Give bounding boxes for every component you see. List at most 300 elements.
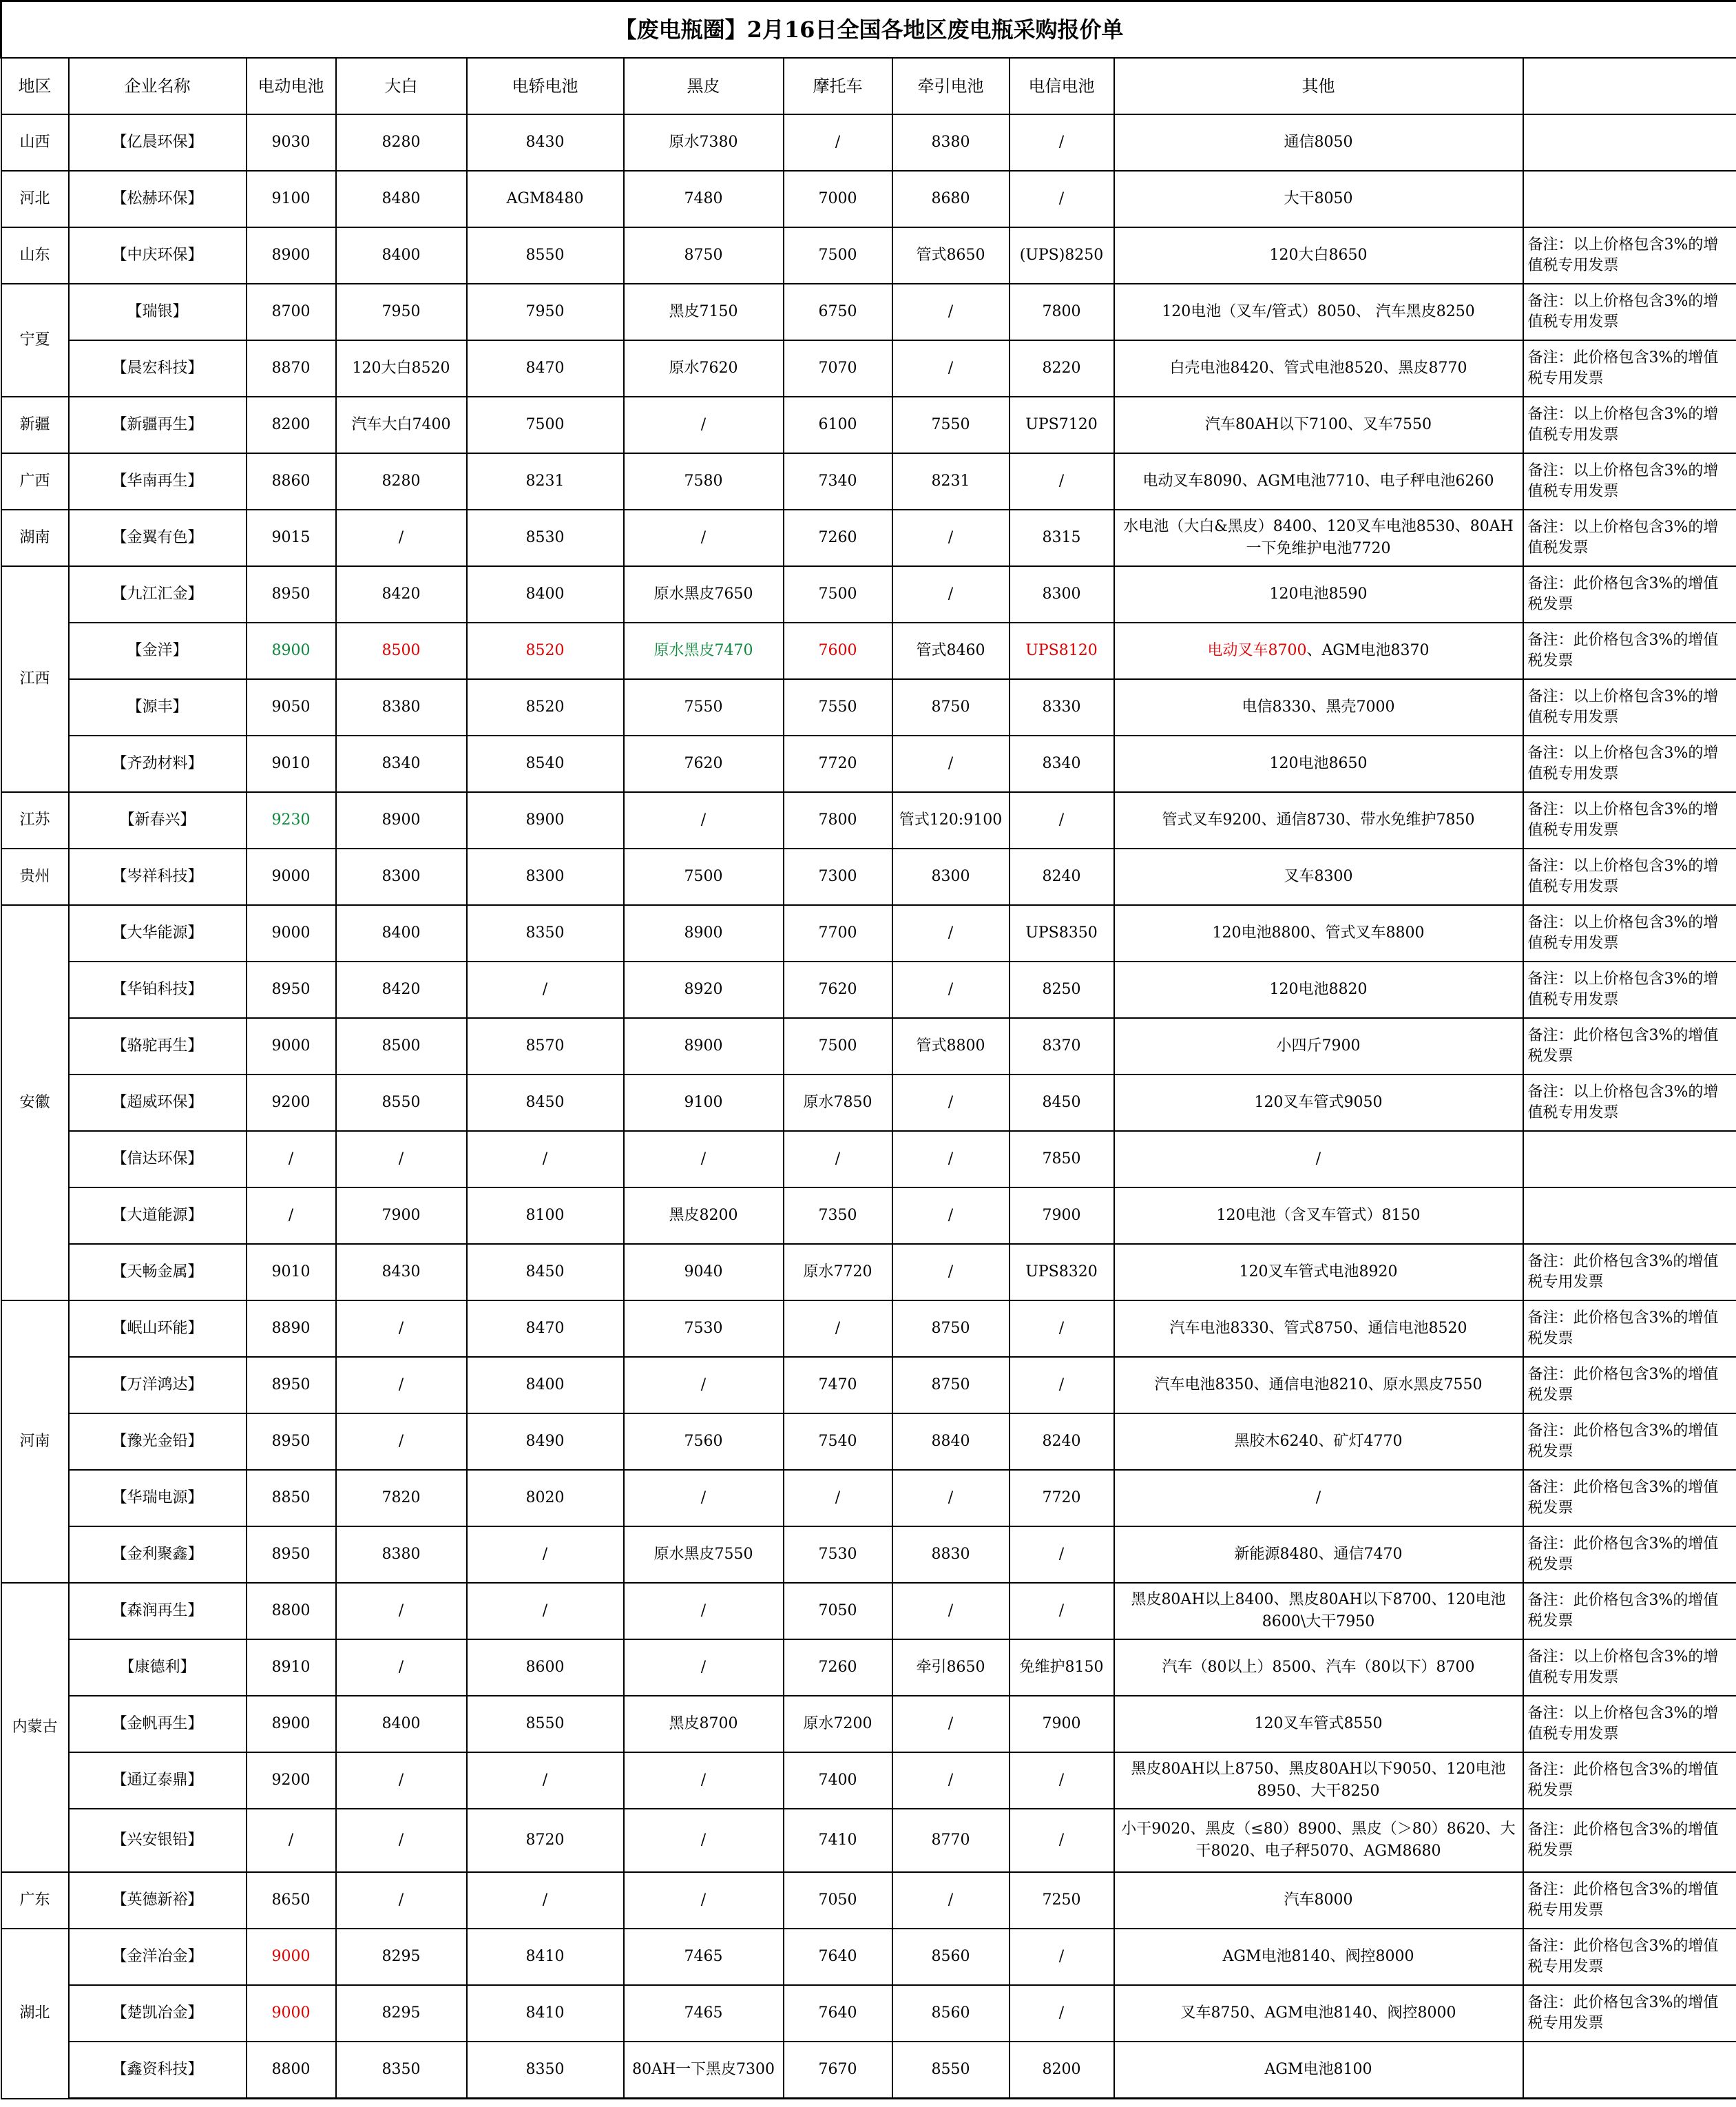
cell-telecom: (UPS)8250 xyxy=(1010,227,1114,284)
cell-motorcycle: 7470 xyxy=(784,1357,892,1413)
cell-dabai: / xyxy=(336,1809,467,1872)
cell-company: 【康德利】 xyxy=(69,1639,247,1696)
cell-company: 【源丰】 xyxy=(69,679,247,736)
cell-telecom: / xyxy=(1010,171,1114,227)
cell-region: 新疆 xyxy=(1,397,69,453)
cell-region: 广东 xyxy=(1,1872,69,1929)
cell-traction: 牵引8650 xyxy=(892,1639,1010,1696)
cell-telecom: UPS8350 xyxy=(1010,905,1114,962)
table-row xyxy=(1,1752,1736,1809)
cell-company: 【大道能源】 xyxy=(69,1187,247,1244)
cell-traction: / xyxy=(892,1696,1010,1752)
cell-ev-battery: 8950 xyxy=(247,962,336,1018)
cell-traction: / xyxy=(892,566,1010,623)
cell-telecom: 7900 xyxy=(1010,1187,1114,1244)
cell-traction: 管式8650 xyxy=(892,227,1010,284)
cell-car-battery: 8430 xyxy=(467,114,624,171)
cell-heipi: / xyxy=(624,510,784,566)
cell-dabai: 8400 xyxy=(336,905,467,962)
cell-company: 【超威环保】 xyxy=(69,1075,247,1131)
cell-note xyxy=(1523,1131,1736,1187)
cell-ev-battery: 8910 xyxy=(247,1639,336,1696)
cell-other: 大干8050 xyxy=(1114,171,1523,227)
cell-motorcycle: 7620 xyxy=(784,962,892,1018)
cell-traction: / xyxy=(892,284,1010,340)
cell-note: 备注：此价格包含3%的增值税发票 xyxy=(1523,1413,1736,1470)
cell-company: 【九江汇金】 xyxy=(69,566,247,623)
cell-car-battery: 7500 xyxy=(467,397,624,453)
cell-telecom: / xyxy=(1010,1583,1114,1639)
cell-ev-battery: 9010 xyxy=(247,736,336,792)
cell-ev-battery: 9200 xyxy=(247,1075,336,1131)
table-row xyxy=(1,2042,1736,2099)
cell-other: 小干9020、黑皮（≤80）8900、黑皮（＞80）8620、大干8020、电子秤5070、AGM8680 xyxy=(1114,1809,1523,1872)
cell-other: 120叉车管式9050 xyxy=(1114,1075,1523,1131)
cell-note: 备注：此价格包含3%的增值税专用发票 xyxy=(1523,1929,1736,1985)
cell-other: 120大白8650 xyxy=(1114,227,1523,284)
cell-company: 【大华能源】 xyxy=(69,905,247,962)
cell-car-battery: 7950 xyxy=(467,284,624,340)
table-row xyxy=(1,1985,1736,2042)
header-note xyxy=(1523,58,1736,114)
cell-heipi: / xyxy=(624,1639,784,1696)
cell-heipi: 黑皮7150 xyxy=(624,284,784,340)
cell-dabai: / xyxy=(336,1639,467,1696)
cell-company: 【金利聚鑫】 xyxy=(69,1526,247,1583)
sheet-title: 【废电瓶圈】2月16日全国各地区废电瓶采购报价单 xyxy=(1,1,1736,59)
cell-ev-battery: 8860 xyxy=(247,453,336,510)
cell-car-battery: 8600 xyxy=(467,1639,624,1696)
cell-ev-battery: 8800 xyxy=(247,2042,336,2099)
cell-heipi: 8900 xyxy=(624,1018,784,1075)
cell-motorcycle: 7350 xyxy=(784,1187,892,1244)
cell-telecom: 8250 xyxy=(1010,962,1114,1018)
cell-traction: / xyxy=(892,1075,1010,1131)
cell-traction: 8560 xyxy=(892,1985,1010,2042)
cell-dabai: 8295 xyxy=(336,1985,467,2042)
other-highlight: 电动叉车8700 xyxy=(1207,642,1307,659)
table-row xyxy=(1,1187,1736,1244)
cell-company: 【华瑞电源】 xyxy=(69,1470,247,1526)
cell-dabai: 8430 xyxy=(336,1244,467,1300)
cell-region: 湖北 xyxy=(1,1929,69,2099)
cell-other: 水电池（大白&黑皮）8400、120叉车电池8530、80AH一下免维护电池7720 xyxy=(1114,510,1523,566)
cell-telecom: 7250 xyxy=(1010,1872,1114,1929)
cell-dabai: 8295 xyxy=(336,1929,467,1985)
cell-company: 【英德新裕】 xyxy=(69,1872,247,1929)
cell-heipi: 7580 xyxy=(624,453,784,510)
cell-ev-battery: 8200 xyxy=(247,397,336,453)
cell-telecom: / xyxy=(1010,453,1114,510)
table-row xyxy=(1,566,1736,623)
cell-heipi: 原水7380 xyxy=(624,114,784,171)
cell-ev-battery: 8850 xyxy=(247,1470,336,1526)
cell-region: 江苏 xyxy=(1,792,69,849)
cell-telecom: / xyxy=(1010,1752,1114,1809)
cell-dabai: / xyxy=(336,1357,467,1413)
cell-car-battery: 8410 xyxy=(467,1985,624,2042)
cell-note: 备注：以上价格包含3%的增值税专用发票 xyxy=(1523,1075,1736,1131)
cell-ev-battery: 9030 xyxy=(247,114,336,171)
cell-dabai: 8500 xyxy=(336,1018,467,1075)
table-row xyxy=(1,1357,1736,1413)
table-row xyxy=(1,1244,1736,1300)
cell-telecom: / xyxy=(1010,1526,1114,1583)
cell-traction: / xyxy=(892,1244,1010,1300)
cell-note: 备注：此价格包含3%的增值税发票 xyxy=(1523,566,1736,623)
cell-note: 备注：此价格包含3%的增值税专用发票 xyxy=(1523,1872,1736,1929)
cell-telecom: 8240 xyxy=(1010,1413,1114,1470)
cell-motorcycle: 7300 xyxy=(784,849,892,905)
cell-region: 河北 xyxy=(1,171,69,227)
cell-telecom: / xyxy=(1010,1985,1114,2042)
header-car-battery: 电轿电池 xyxy=(467,58,624,114)
cell-note: 备注：此价格包含3%的增值税发票 xyxy=(1523,1300,1736,1357)
cell-note: 备注：以上价格包含3%的增值税专用发票 xyxy=(1523,905,1736,962)
cell-ev-battery: 8950 xyxy=(247,1357,336,1413)
cell-company: 【金洋】 xyxy=(69,623,247,679)
table-row xyxy=(1,1075,1736,1131)
cell-ev-battery: 9015 xyxy=(247,510,336,566)
cell-dabai: 8300 xyxy=(336,849,467,905)
table-row xyxy=(1,1639,1736,1696)
table-row xyxy=(1,1809,1736,1872)
cell-traction: 8300 xyxy=(892,849,1010,905)
cell-dabai: 8380 xyxy=(336,679,467,736)
cell-heipi: / xyxy=(624,1752,784,1809)
cell-dabai: 8400 xyxy=(336,227,467,284)
cell-traction: 8750 xyxy=(892,1300,1010,1357)
cell-traction: / xyxy=(892,510,1010,566)
header-company: 企业名称 xyxy=(69,58,247,114)
header-dabai: 大白 xyxy=(336,58,467,114)
cell-car-battery: AGM8480 xyxy=(467,171,624,227)
cell-car-battery: / xyxy=(467,1526,624,1583)
cell-region: 山西 xyxy=(1,114,69,171)
cell-telecom: / xyxy=(1010,114,1114,171)
cell-ev-battery: 9000 xyxy=(247,1018,336,1075)
cell-traction: / xyxy=(892,905,1010,962)
cell-ev-battery: 9200 xyxy=(247,1752,336,1809)
cell-car-battery: 8530 xyxy=(467,510,624,566)
cell-dabai: 8340 xyxy=(336,736,467,792)
cell-heipi: 原水黑皮7650 xyxy=(624,566,784,623)
cell-note: 备注：以上价格包含3%的增值税专用发票 xyxy=(1523,792,1736,849)
cell-dabai: 7820 xyxy=(336,1470,467,1526)
cell-traction: 8550 xyxy=(892,2042,1010,2099)
table-row xyxy=(1,1300,1736,1357)
cell-car-battery: 8520 xyxy=(467,623,624,679)
cell-telecom: / xyxy=(1010,1809,1114,1872)
cell-traction: 7550 xyxy=(892,397,1010,453)
cell-heipi: 黑皮8200 xyxy=(624,1187,784,1244)
cell-ev-battery: / xyxy=(247,1187,336,1244)
cell-company: 【亿晨环保】 xyxy=(69,114,247,171)
cell-company: 【松赫环保】 xyxy=(69,171,247,227)
cell-other: 120电池（含叉车管式）8150 xyxy=(1114,1187,1523,1244)
cell-dabai: 8480 xyxy=(336,171,467,227)
cell-telecom: 8200 xyxy=(1010,2042,1114,2099)
cell-car-battery: 8450 xyxy=(467,1075,624,1131)
cell-motorcycle: 7700 xyxy=(784,905,892,962)
cell-dabai: 8550 xyxy=(336,1075,467,1131)
cell-ev-battery: 8890 xyxy=(247,1300,336,1357)
cell-motorcycle: / xyxy=(784,1131,892,1187)
cell-car-battery: / xyxy=(467,1752,624,1809)
cell-note: 备注：以上价格包含3%的增值税专用发票 xyxy=(1523,1639,1736,1696)
cell-dabai: / xyxy=(336,1300,467,1357)
table-row xyxy=(1,114,1736,171)
cell-note xyxy=(1523,1187,1736,1244)
header-traction: 牵引电池 xyxy=(892,58,1010,114)
cell-ev-battery: 9000 xyxy=(247,905,336,962)
cell-dabai: 8900 xyxy=(336,792,467,849)
cell-traction: 8680 xyxy=(892,171,1010,227)
cell-car-battery: 8100 xyxy=(467,1187,624,1244)
cell-telecom: 8450 xyxy=(1010,1075,1114,1131)
cell-ev-battery: 9000 xyxy=(247,1929,336,1985)
cell-motorcycle: 7640 xyxy=(784,1985,892,2042)
cell-dabai: 8280 xyxy=(336,114,467,171)
cell-note xyxy=(1523,2042,1736,2099)
cell-motorcycle: 7530 xyxy=(784,1526,892,1583)
cell-ev-battery: 9100 xyxy=(247,171,336,227)
cell-company: 【岷山环能】 xyxy=(69,1300,247,1357)
cell-motorcycle: 7260 xyxy=(784,1639,892,1696)
cell-ev-battery: 8950 xyxy=(247,1413,336,1470)
table-row xyxy=(1,849,1736,905)
cell-company: 【金洋冶金】 xyxy=(69,1929,247,1985)
cell-note: 备注：此价格包含3%的增值税发票 xyxy=(1523,1357,1736,1413)
table-row xyxy=(1,397,1736,453)
cell-car-battery: 8490 xyxy=(467,1413,624,1470)
cell-traction: 8750 xyxy=(892,1357,1010,1413)
cell-heipi: / xyxy=(624,1872,784,1929)
cell-region: 江西 xyxy=(1,566,69,792)
cell-company: 【新春兴】 xyxy=(69,792,247,849)
cell-car-battery: 8720 xyxy=(467,1809,624,1872)
cell-other: 管式叉车9200、通信8730、带水免维护7850 xyxy=(1114,792,1523,849)
cell-other: 120电池8590 xyxy=(1114,566,1523,623)
cell-dabai: 8380 xyxy=(336,1526,467,1583)
cell-ev-battery: / xyxy=(247,1131,336,1187)
cell-other: 120电池（叉车/管式）8050、 汽车黑皮8250 xyxy=(1114,284,1523,340)
cell-company: 【鑫资科技】 xyxy=(69,2042,247,2099)
cell-motorcycle: 7500 xyxy=(784,1018,892,1075)
cell-note: 备注：以上价格包含3%的增值税专用发票 xyxy=(1523,962,1736,1018)
cell-other: 黑胶木6240、矿灯4770 xyxy=(1114,1413,1523,1470)
cell-ev-battery: 8950 xyxy=(247,566,336,623)
cell-motorcycle: 7050 xyxy=(784,1583,892,1639)
header-motorcycle: 摩托车 xyxy=(784,58,892,114)
header-ev-battery: 电动电池 xyxy=(247,58,336,114)
cell-region: 河南 xyxy=(1,1300,69,1583)
cell-other: 叉车8750、AGM电池8140、阀控8000 xyxy=(1114,1985,1523,2042)
cell-company: 【金帆再生】 xyxy=(69,1696,247,1752)
table-row xyxy=(1,1018,1736,1075)
table-row xyxy=(1,1929,1736,1985)
cell-motorcycle: / xyxy=(784,1300,892,1357)
cell-ev-battery: 9230 xyxy=(247,792,336,849)
cell-motorcycle: 7640 xyxy=(784,1929,892,1985)
cell-company: 【新疆再生】 xyxy=(69,397,247,453)
cell-traction: / xyxy=(892,1752,1010,1809)
cell-other: 小四斤7900 xyxy=(1114,1018,1523,1075)
cell-dabai: 8500 xyxy=(336,623,467,679)
cell-other: 120叉车管式8550 xyxy=(1114,1696,1523,1752)
table-row xyxy=(1,623,1736,679)
cell-other: 汽车电池8350、通信电池8210、原水黑皮7550 xyxy=(1114,1357,1523,1413)
cell-dabai: 汽车大白7400 xyxy=(336,397,467,453)
cell-company: 【天畅金属】 xyxy=(69,1244,247,1300)
table-row xyxy=(1,1526,1736,1583)
cell-traction: 8380 xyxy=(892,114,1010,171)
cell-telecom: 8315 xyxy=(1010,510,1114,566)
cell-other: 叉车8300 xyxy=(1114,849,1523,905)
cell-heipi: 8900 xyxy=(624,905,784,962)
cell-company: 【豫光金铅】 xyxy=(69,1413,247,1470)
cell-heipi: / xyxy=(624,1131,784,1187)
cell-company: 【通辽泰鼎】 xyxy=(69,1752,247,1809)
cell-traction: / xyxy=(892,1131,1010,1187)
cell-other: 白壳电池8420、管式电池8520、黑皮8770 xyxy=(1114,340,1523,397)
cell-company: 【中庆环保】 xyxy=(69,227,247,284)
cell-traction: / xyxy=(892,340,1010,397)
table-row xyxy=(1,284,1736,340)
cell-company: 【信达环保】 xyxy=(69,1131,247,1187)
cell-telecom: 8340 xyxy=(1010,736,1114,792)
cell-telecom: / xyxy=(1010,792,1114,849)
cell-car-battery: 8410 xyxy=(467,1929,624,1985)
cell-heipi: 7620 xyxy=(624,736,784,792)
table-row xyxy=(1,171,1736,227)
cell-motorcycle: 7550 xyxy=(784,679,892,736)
cell-motorcycle: 7800 xyxy=(784,792,892,849)
cell-motorcycle: 7000 xyxy=(784,171,892,227)
cell-car-battery: / xyxy=(467,1583,624,1639)
cell-company: 【森润再生】 xyxy=(69,1583,247,1639)
cell-ev-battery: 8900 xyxy=(247,1696,336,1752)
cell-traction: 8560 xyxy=(892,1929,1010,1985)
cell-traction: / xyxy=(892,962,1010,1018)
cell-heipi: 7550 xyxy=(624,679,784,736)
cell-motorcycle: 7720 xyxy=(784,736,892,792)
cell-dabai: / xyxy=(336,1752,467,1809)
cell-motorcycle: 7500 xyxy=(784,566,892,623)
cell-other xyxy=(1114,623,1523,679)
cell-dabai: / xyxy=(336,1872,467,1929)
cell-ev-battery: 9000 xyxy=(247,849,336,905)
cell-heipi: 8920 xyxy=(624,962,784,1018)
cell-telecom: 8330 xyxy=(1010,679,1114,736)
cell-car-battery: 8350 xyxy=(467,2042,624,2099)
cell-note xyxy=(1523,114,1736,171)
cell-traction: 8770 xyxy=(892,1809,1010,1872)
cell-ev-battery: 9010 xyxy=(247,1244,336,1300)
cell-telecom: UPS7120 xyxy=(1010,397,1114,453)
cell-telecom: / xyxy=(1010,1357,1114,1413)
cell-motorcycle: 7410 xyxy=(784,1809,892,1872)
cell-ev-battery: 8870 xyxy=(247,340,336,397)
cell-other: / xyxy=(1114,1470,1523,1526)
cell-car-battery: 8300 xyxy=(467,849,624,905)
cell-car-battery: 8540 xyxy=(467,736,624,792)
cell-car-battery: 8231 xyxy=(467,453,624,510)
cell-heipi: / xyxy=(624,1583,784,1639)
cell-traction: / xyxy=(892,736,1010,792)
cell-ev-battery: 9050 xyxy=(247,679,336,736)
cell-telecom: 7720 xyxy=(1010,1470,1114,1526)
cell-note: 备注：此价格包含3%的增值税发票 xyxy=(1523,1752,1736,1809)
cell-note: 备注：此价格包含3%的增值税专用发票 xyxy=(1523,1244,1736,1300)
cell-other: 电信8330、黑壳7000 xyxy=(1114,679,1523,736)
cell-company: 【华南再生】 xyxy=(69,453,247,510)
cell-other: 120电池8800、管式叉车8800 xyxy=(1114,905,1523,962)
cell-heipi: / xyxy=(624,397,784,453)
cell-dabai: 120大白8520 xyxy=(336,340,467,397)
cell-traction: 8750 xyxy=(892,679,1010,736)
cell-note: 备注：以上价格包含3%的增值税专用发票 xyxy=(1523,679,1736,736)
table-row xyxy=(1,1470,1736,1526)
cell-note: 备注：此价格包含3%的增值税发票 xyxy=(1523,1526,1736,1583)
cell-ev-battery: 9000 xyxy=(247,1985,336,2042)
cell-note: 备注：此价格包含3%的增值税发票 xyxy=(1523,623,1736,679)
cell-note: 备注：以上价格包含3%的增值税专用发票 xyxy=(1523,849,1736,905)
cell-heipi: / xyxy=(624,1470,784,1526)
cell-region: 贵州 xyxy=(1,849,69,905)
cell-note: 备注：以上价格包含3%的增值税专用发票 xyxy=(1523,736,1736,792)
cell-note: 备注：此价格包含3%的增值税发票 xyxy=(1523,1470,1736,1526)
cell-region: 宁夏 xyxy=(1,284,69,397)
cell-company: 【瑞银】 xyxy=(69,284,247,340)
cell-note: 备注：以上价格包含3%的增值税专用发票 xyxy=(1523,1696,1736,1752)
cell-traction: / xyxy=(892,1470,1010,1526)
table-row xyxy=(1,962,1736,1018)
cell-dabai: 8350 xyxy=(336,2042,467,2099)
cell-ev-battery: 8800 xyxy=(247,1583,336,1639)
cell-region: 山东 xyxy=(1,227,69,284)
cell-company: 【晨宏科技】 xyxy=(69,340,247,397)
header-heipi: 黑皮 xyxy=(624,58,784,114)
cell-other: / xyxy=(1114,1131,1523,1187)
cell-car-battery: 8470 xyxy=(467,340,624,397)
cell-heipi: 9040 xyxy=(624,1244,784,1300)
cell-other: 汽车（80以上）8500、汽车（80以下）8700 xyxy=(1114,1639,1523,1696)
cell-region: 安徽 xyxy=(1,905,69,1300)
cell-note: 备注：此价格包含3%的增值税发票 xyxy=(1523,1809,1736,1872)
cell-other: 新能源8480、通信7470 xyxy=(1114,1526,1523,1583)
cell-motorcycle: 7070 xyxy=(784,340,892,397)
cell-motorcycle: 7340 xyxy=(784,453,892,510)
table-row xyxy=(1,510,1736,566)
cell-other: AGM电池8100 xyxy=(1114,2042,1523,2099)
cell-other: 电动叉车8090、AGM电池7710、电子秤电池6260 xyxy=(1114,453,1523,510)
cell-telecom: 7850 xyxy=(1010,1131,1114,1187)
cell-note xyxy=(1523,171,1736,227)
table-row xyxy=(1,1413,1736,1470)
cell-other: 120电池8820 xyxy=(1114,962,1523,1018)
cell-company: 【楚凯冶金】 xyxy=(69,1985,247,2042)
cell-heipi: 7500 xyxy=(624,849,784,905)
cell-dabai: / xyxy=(336,1583,467,1639)
cell-dabai: / xyxy=(336,1413,467,1470)
cell-car-battery: 8400 xyxy=(467,1357,624,1413)
cell-heipi: 8750 xyxy=(624,227,784,284)
cell-note: 备注：此价格包含3%的增值税专用发票 xyxy=(1523,1985,1736,2042)
cell-heipi: 7465 xyxy=(624,1929,784,1985)
cell-dabai: / xyxy=(336,1131,467,1187)
cell-telecom: / xyxy=(1010,1300,1114,1357)
